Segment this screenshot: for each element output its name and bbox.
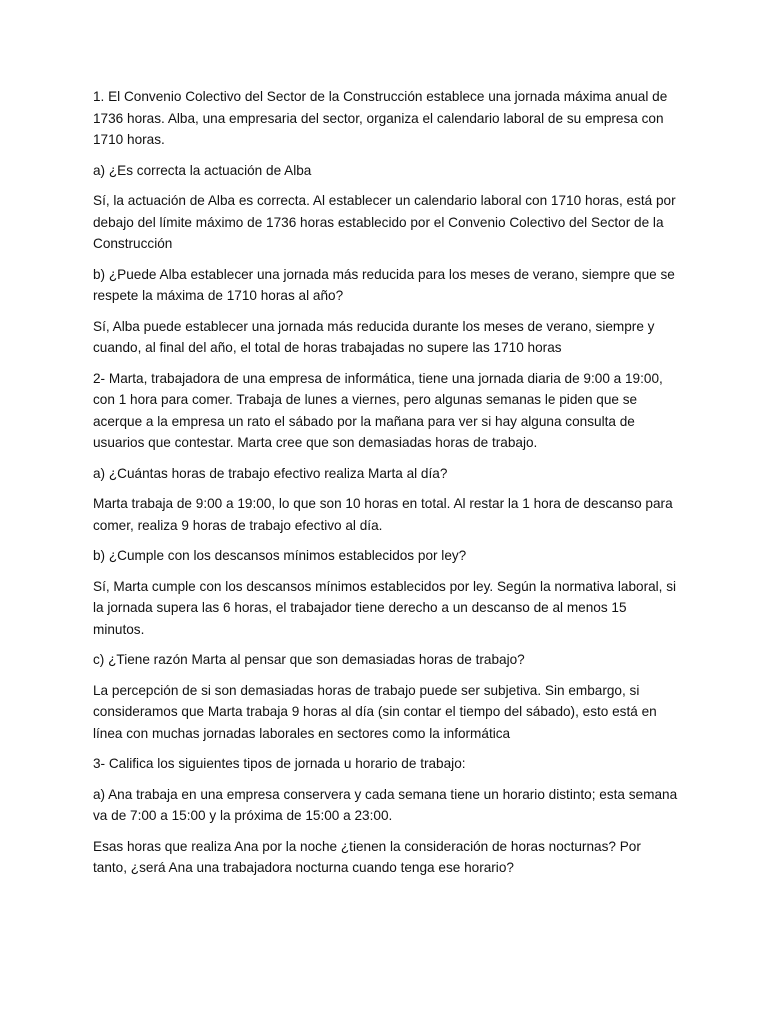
question-1a: a) ¿Es correcta la actuación de Alba (93, 162, 312, 178)
answer-2c: La percepción de si son demasiadas horas de trabajo puede ser subjetiva. Sin embargo, si consideramos que Marta trabaja 9 horas al día (sin contar el tiempo del sábado), esto está en línea con muchas jornadas laborales en sectores como la informática (93, 682, 657, 741)
document-page (93, 86, 678, 888)
question-2c: c) ¿Tiene razón Marta al pensar que son demasiadas horas de trabajo? (93, 652, 525, 667)
answer-1b: Sí, Alba puede establecer una jornada más reducida durante los meses de verano, siempre y cuando, al final del año, el total de horas trabajadas no supere las 1710 horas (93, 318, 655, 355)
question-2a: a) ¿Cuántas horas de trabajo efectivo realiza Marta al día? (93, 465, 448, 481)
question-3a-followup: Esas horas que realiza Ana por la noche ¿tienen la consideración de horas nocturnas? Por tanto, ¿será Ana una trabajadora nocturna cuando tenga ese horario? (93, 838, 641, 875)
question-1-statement: 1. El Convenio Colectivo del Sector de la Construcción establece una jornada máxima anual de 1736 horas. Alba, una empresaria del sector, organiza el calendario laboral de su empresa con 1710 horas. (93, 89, 668, 147)
question-3a: a) Ana trabaja en una empresa conservera y cada semana tiene un horario distinto; esta semana va de 7:00 a 15:00 y la próxima de 15:00 a 23:00. (93, 786, 678, 823)
answer-2a: Marta trabaja de 9:00 a 19:00, lo que son 10 horas en total. Al restar la 1 hora de descanso para comer, realiza 9 horas de trabajo efectivo al día. (93, 496, 673, 533)
question-1b: b) ¿Puede Alba establecer una jornada más reducida para los meses de verano, siempre que se respete la máxima de 1710 horas al año? (93, 266, 675, 303)
question-2-statement: 2- Marta, trabajadora de una empresa de informática, tiene una jornada diaria de 9:00 a 19:00, con 1 hora para comer. Trabaja de lunes a viernes, pero algunas semanas le piden que se acerque a la empresa un rato el sábado por la mañana para ver si hay alguna consulta de usuarios que contestar. Marta cree que son demasiadas horas de trabajo. (93, 370, 663, 450)
answer-1a: Sí, la actuación de Alba es correcta. Al establecer un calendario laboral con 1710 horas, está por debajo del límite máximo de 1736 horas establecido por el Convenio Colectivo del Sector de la Construcción (93, 193, 676, 251)
answer-2b: Sí, Marta cumple con los descansos mínimos establecidos por ley. Según la normativa laboral, si la jornada supera las 6 horas, el trabajador tiene derecho a un descanso de al menos 15 minutos. (93, 578, 677, 637)
question-3-statement: 3- Califica los siguientes tipos de jornada u horario de trabajo: (93, 756, 466, 771)
question-2b: b) ¿Cumple con los descansos mínimos establecidos por ley? (93, 548, 467, 563)
